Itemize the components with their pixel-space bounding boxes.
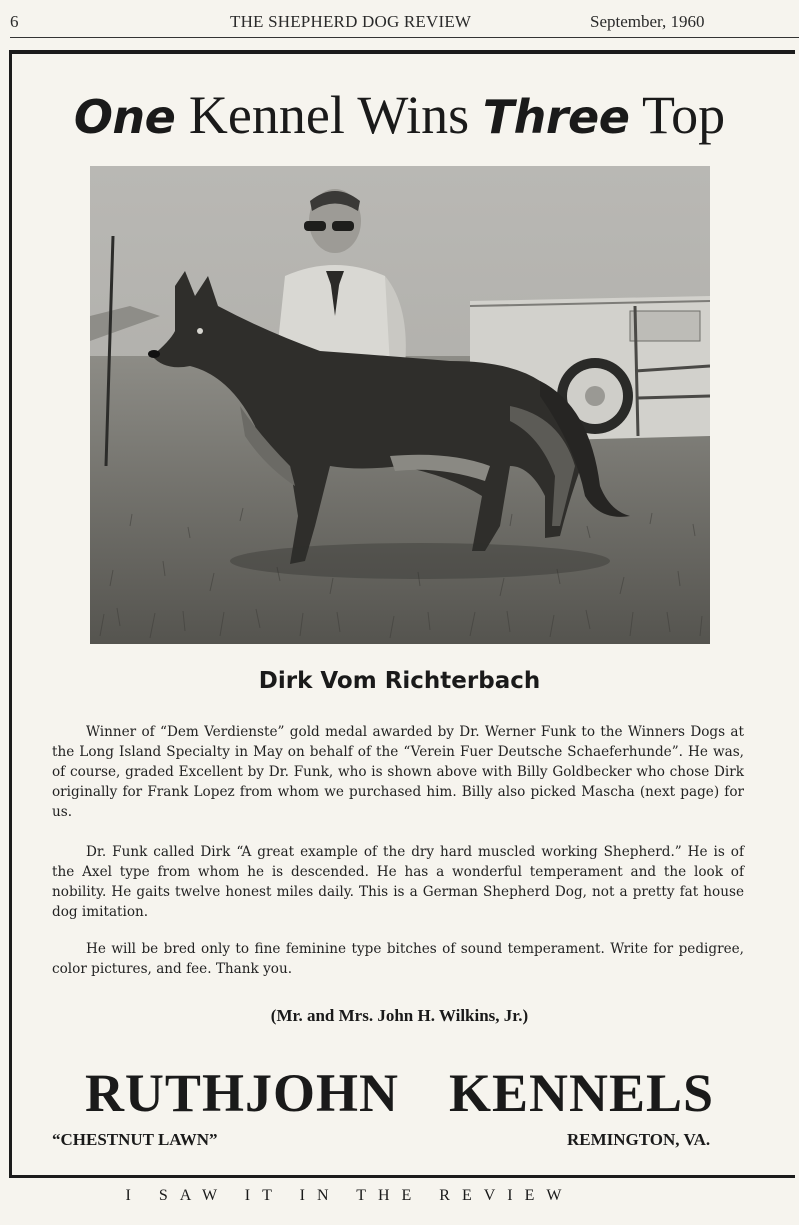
kennel-location: REMINGTON, VA.: [567, 1130, 711, 1149]
paragraph-3-text: He will be bred only to fine feminine type bitches of sound temperament. Write for pedigree, color pictures, and fee. Thank you.: [52, 941, 744, 977]
paragraph-2-text: Dr. Funk called Dirk “A great example of the dry hard muscled working Shepherd.” He is of the Axel type from whom he is descended. He has a wonderful temperament and the look of nobility. He gaits twelve honest miles daily. This is a German Shepherd Dog, not a pretty fat house dog imitation.: [52, 844, 744, 920]
dog-photo-illustration: [90, 166, 710, 644]
headline-word-one: One: [73, 90, 176, 144]
signature: (Mr. and Mrs. John H. Wilkins, Jr.): [270, 1006, 529, 1025]
headline-word-three: Three: [482, 90, 630, 144]
paragraph-1-text: Winner of “Dem Verdienste” gold medal awarded by Dr. Werner Funk to the Winners Dogs at the Long Island Specialty in May on behalf of the “Verein Fuer Deutsche Schaeferhunde”. He was, of course, graded Excellent by Dr. Funk, who is shown above with Billy Goldbecker who chose Dirk originally for Frank Lopez from whom we purchased him. Billy also picked Mascha (next page) for us.: [52, 724, 744, 820]
issue-date: September, 1960: [590, 12, 705, 31]
header-rule: [10, 37, 799, 38]
journal-title: THE SHEPHERD DOG REVIEW: [230, 12, 472, 31]
headline: [0, 80, 799, 152]
kennel-name-right: KENNELS: [448, 1063, 715, 1123]
headline-word-top: Top: [641, 85, 726, 145]
estate-name: “CHESTNUT LAWN”: [52, 1130, 218, 1149]
kennel-name-left: RUTHJOHN: [84, 1063, 399, 1123]
dog-photo: [90, 166, 710, 644]
page-number: 6: [10, 12, 19, 31]
headline-word-kennel-wins: Kennel Wins: [188, 85, 470, 145]
dog-name: Dirk Vom Richterbach: [258, 668, 541, 694]
footer-slogan: I SAW IT IN THE REVIEW: [125, 1187, 574, 1204]
kennel-name: [0, 1062, 799, 1124]
paragraph-3: [52, 939, 744, 979]
paragraph-1: [52, 722, 744, 822]
paragraph-2: [52, 842, 744, 922]
running-head: [0, 0, 799, 40]
